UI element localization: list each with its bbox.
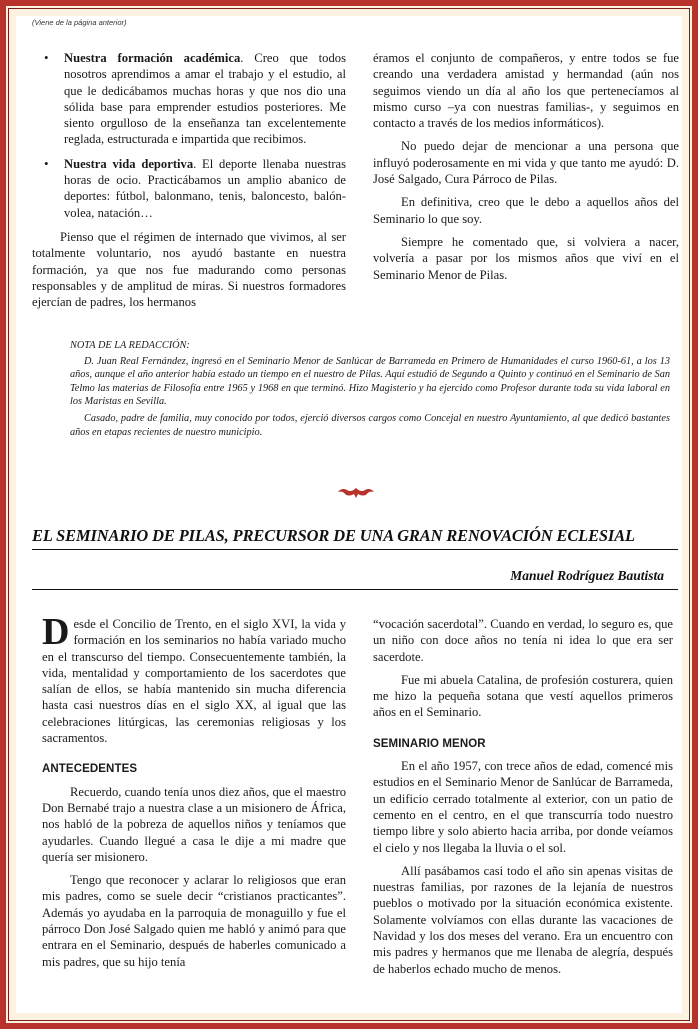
paragraph-recuerdo: Recuerdo, cuando tenía unos diez años, que el maestro Don Bernabé trajo a nuestra clase a un misionero de África, nos habló de la pobreza de aquellos niños y teníamos que ayudarles. Cuando llegué a casa le dije a mi madre que quería ser misionero.: [42, 784, 346, 864]
paragraph-siempre: Siempre he comentado que, si volviera a nacer, volvería a pasar por los mismos años que viví en el Seminario Menor de Pilas.: [373, 234, 679, 282]
ornament-icon: [335, 486, 377, 500]
editorial-note: [70, 339, 670, 442]
bullet-sport-title: Nuestra vida deportiva: [64, 156, 194, 171]
paragraph-vocacion: “vocación sacerdotal”. Cuando en verdad, lo seguro es, que un niño con doce años no tenía ni idea lo que era ser sacerdote.: [373, 617, 673, 664]
editorial-note-p1: D. Juan Real Fernández, ingresó en el Seminario Menor de Sanlúcar de Barrameda en Primero de Humanidades el curso 1960-61, a los 13 años, aunque el año anterior había estado un tiempo en el nuestro de Pilas. Aquí estudió de Segundo a Quinto y continuó en el Seminario de San Telmo las materias de Filosofía entre 1965 y 1968 en que terminó. Hizo Magisterio y ha ejercido como Profesor durante toda su vida laboral en los Maristas en Sevilla.: [70, 355, 670, 408]
author-divider: [32, 589, 678, 590]
article-author: Manuel Rodríguez Bautista: [510, 568, 664, 583]
paragraph-internado: Pienso que el régimen de internado que vivimos, al ser totalmente voluntario, nos ayudó bastante en nuestra formación, ya que nos fue madurando como personas responsables y de amplitud de miras. Si nuestros formadores ejercían de padres, los hermanos: [32, 229, 346, 310]
paragraph-en-definitiva: En definitiva, creo que le debo a aquellos años del Seminario lo que soy.: [373, 195, 679, 226]
editorial-note-title: NOTA DE LA REDACCIÓN:: [70, 340, 190, 351]
bullet-sport-text: . El deporte llenaba nuestras horas de ocio. Practicábamos un amplio abanico de deportes: fútbol, balonmano, tenis, baloncesto, balón-volea, natación…: [64, 156, 347, 220]
continued-note: (Viene de la página anterior): [32, 18, 127, 27]
drop-cap: D: [42, 611, 70, 653]
top-left-column: [32, 50, 346, 317]
top-right-column: [373, 50, 679, 290]
editorial-note-p2: Casado, padre de familia, muy conocido por todos, ejerció diversos cargos como Concejal en nuestro Ayuntamiento, al que dedicó bastantes años en etapas recientes de nuestro municipio.: [70, 412, 670, 438]
article-right-column: [373, 616, 673, 984]
bullet-academic-text: . Creo que todos nosotros aprendimos a amar el trabajo y el estudio, al que le dedicábamos muchas horas y que nos dio una sólida base para emprender estudios posteriores. Me siento orgulloso de la enseñanza tan excelentemente reglada, estructurada e impartida que recibimos.: [64, 51, 346, 147]
bullet-sport: [32, 156, 346, 221]
article-intro-text: esde el Concilio de Trento, en el siglo XVI, la vida y formación en los seminarios no había variado mucho en el transcurso del tiempo. Consecuentemente también, la vida, mentalidad y comportamiento de los sacerdotes que salían de ellos, se había mantenido sin mucha diferencia hasta casi nuestros días en el siglo XX, al igual que las celebraciones litúrgicas, las ceremonias religiosas y los sacramentos.: [42, 617, 346, 746]
paragraph-alli: Allí pasábamos casi todo el año sin apenas visitas de nuestras familias, por razones de la lejanía de nuestros pueblos o motivado por la situación económica existente. Solamente volvíamos con ellas durante las vacaciones de Navidad y los dos meses del verano. Era un encuentro con mis padres y hermanos que me llenaba de alegría, después de haberlos echado mucho de menos.: [373, 863, 673, 976]
paragraph-abuela: Fue mi abuela Catalina, de profesión costurera, quien me hizo la pequeña sotana que vestí aquellos primeros años en el Seminario.: [373, 672, 673, 720]
bullet-list: [32, 50, 346, 221]
bullet-academic-title: Nuestra formación académica: [64, 51, 241, 65]
article-left-column: [42, 611, 346, 977]
paragraph-tengo-que: Tengo que reconocer y aclarar lo religiosos que eran mis padres, como se suele decir “cristianos practicantes”. Además yo ayudaba en la parroquia de monaguillo y fue el párroco Don José Salgado quien me habló y animó para que entrara en el Seminario, después de haberles comunicado a mis padres, que su hijo tenía: [42, 873, 346, 969]
paragraph-companeros: éramos el conjunto de compañeros, y entre todos se fue creando una verdadera amistad y hermandad (aún nos seguimos viendo un día al año los que pertenecíamos al mismo curso –ya con nuestras familias-, y seguimos en contacto a través de los medios informáticos).: [373, 51, 679, 131]
paragraph-jose-salgado: No puedo dejar de mencionar a una persona que influyó poderosamente en mi vida y que tanto me ayudó: D. José Salgado, Cura Párroco de Pilas.: [373, 139, 679, 187]
paragraph-1957: En el año 1957, con trece años de edad, comencé mis estudios en el Seminario Menor de Sanlúcar de Barrameda, un edificio cerrado totalmente al exterior, con un patio de cemento en el centro, en el que transcurría todo nuestro tiempo libre y solo abierto hacia arriba, por donde veíamos el cielo y nos llegaba la lluvia o el sol.: [373, 759, 673, 855]
article-intro: [42, 611, 346, 746]
heading-antecedentes: ANTECEDENTES: [42, 763, 138, 776]
bullet-academic: [32, 50, 346, 148]
heading-seminario-menor: SEMINARIO MENOR: [373, 737, 486, 750]
article-title: EL SEMINARIO DE PILAS, PRECURSOR DE UNA GRAN RENOVACIÓN ECLESIAL: [32, 526, 678, 550]
